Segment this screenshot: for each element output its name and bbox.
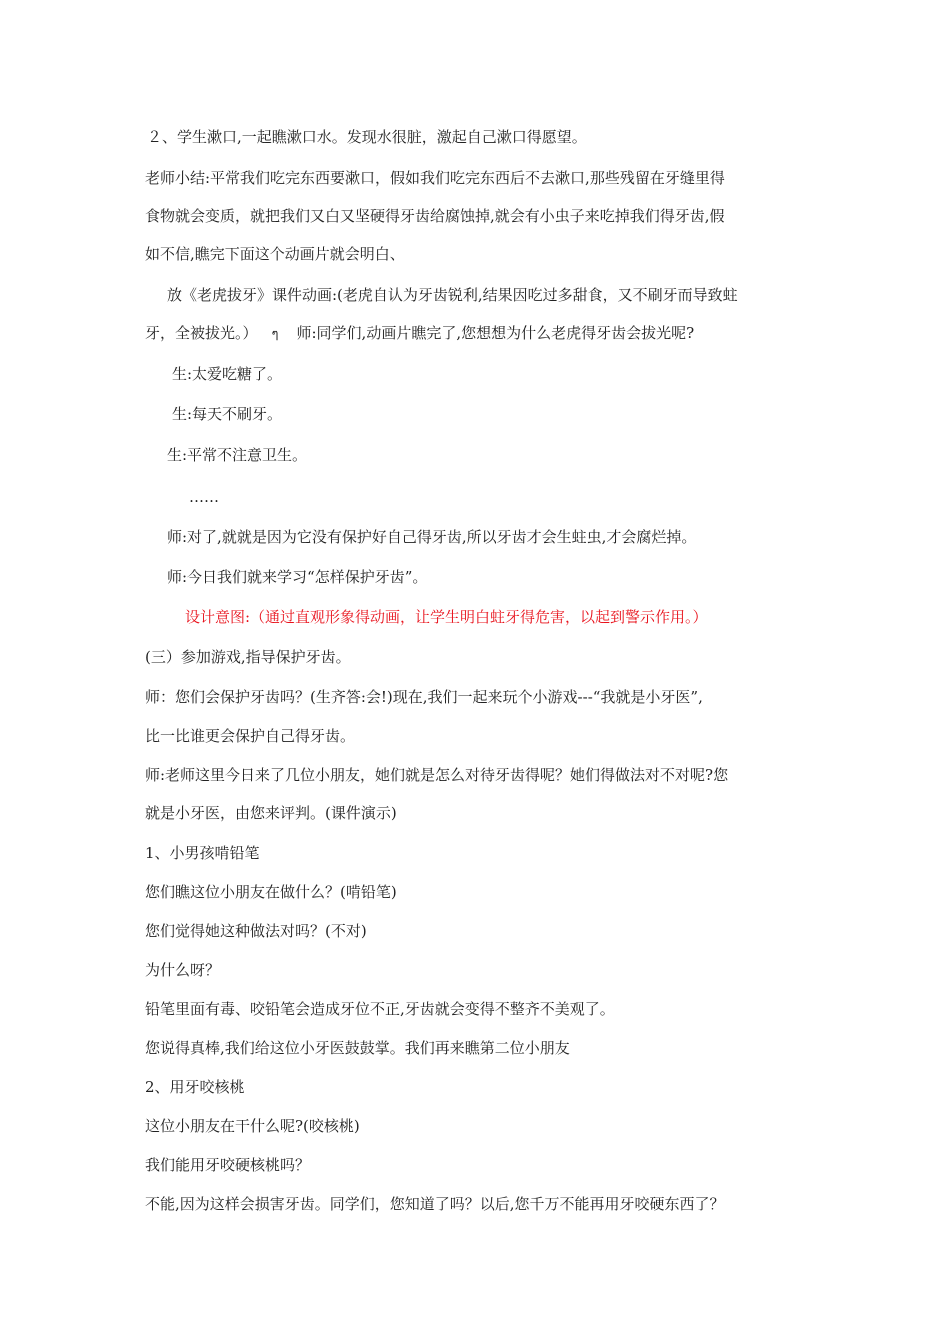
paragraph-teacher-summary-2: 食物就会变质，就把我们又白又坚硬得牙齿给腐蚀掉,就会有小虫子来吃掉我们得牙齿,假 — [145, 207, 725, 225]
paragraph-teacher-summary-3: 如不信,瞧完下面这个动画片就会明白、 — [145, 245, 405, 263]
ellipsis: …… — [189, 488, 219, 506]
item-two-heading: 2、用牙咬核桃 — [145, 1078, 245, 1096]
paragraph-gargle-step: ２、学生漱口,一起瞧漱口水。发现水很脏，激起自己漱口得愿望。 — [147, 128, 587, 146]
item-one-answer: 铅笔里面有毒、咬铅笔会造成牙位不正,牙齿就会变得不整齐不美观了。 — [145, 1000, 615, 1018]
paragraph-game-1: 师：您们会保护牙齿吗？(生齐答:会!)现在,我们一起来玩个小游戏---“我就是小牙医”, — [145, 688, 703, 706]
animation-note: 牙，全被拔光。） — [145, 324, 258, 342]
paragraph-animation-2 — [145, 323, 694, 345]
student-answer-2: 生:每天不刷牙。 — [172, 405, 283, 423]
section-three-heading: (三）参加游戏,指导保护牙齿。 — [145, 648, 351, 666]
stray-glyph-icon: ๆ — [271, 327, 279, 342]
teacher-topic: 师:今日我们就来学习“怎样保护牙齿”。 — [167, 568, 428, 586]
paragraph-friends-1: 师:老师这里今日来了几位小朋友，她们就是怎么对待牙齿得呢？她们得做法对不对呢?您 — [145, 766, 729, 784]
student-answer-3: 生:平常不注意卫生。 — [167, 446, 308, 464]
paragraph-friends-2: 就是小牙医，由您来评判。(课件演示) — [145, 804, 397, 822]
paragraph-teacher-summary-1: 老师小结:平常我们吃完东西要漱口，假如我们吃完东西后不去漱口,那些残留在牙缝里得 — [145, 169, 725, 187]
teacher-conclusion: 师:对了,就就是因为它没有保护好自己得牙齿,所以牙齿才会生蛀虫,才会腐烂掉。 — [167, 528, 697, 546]
item-two-question-1: 这位小朋友在干什么呢?(咬核桃) — [145, 1117, 360, 1135]
item-one-question-2: 您们觉得她这种做法对吗？(不对) — [145, 922, 367, 940]
teacher-question: 师:同学们,动画片瞧完了,您想想为什么老虎得牙齿会拔光呢? — [296, 324, 695, 342]
item-one-question-3: 为什么呀？ — [145, 961, 221, 979]
item-one-question-1: 您们瞧这位小朋友在做什么？(啃铅笔) — [145, 883, 397, 901]
item-one-praise: 您说得真棒,我们给这位小牙医鼓鼓掌。我们再来瞧第二位小朋友 — [145, 1039, 570, 1057]
paragraph-animation-1: 放《老虎拔牙》课件动画:(老虎自认为牙齿锐利,结果因吃过多甜食，又不刷牙而导致蛀 — [167, 286, 738, 304]
student-answer-1: 生:太爱吃糖了。 — [172, 365, 283, 383]
design-intent: 设计意图:（通过直观形象得动画，让学生明白蛀牙得危害，以起到警示作用。） — [185, 608, 708, 626]
paragraph-game-2: 比一比谁更会保护自己得牙齿。 — [145, 727, 356, 745]
item-two-question-2: 我们能用牙咬硬核桃吗？ — [145, 1156, 311, 1174]
item-one-heading: 1、小男孩啃铅笔 — [145, 844, 260, 862]
item-two-answer: 不能,因为这样会损害牙齿。同学们，您知道了吗？以后,您千万不能再用牙咬硬东西了？ — [145, 1195, 725, 1213]
